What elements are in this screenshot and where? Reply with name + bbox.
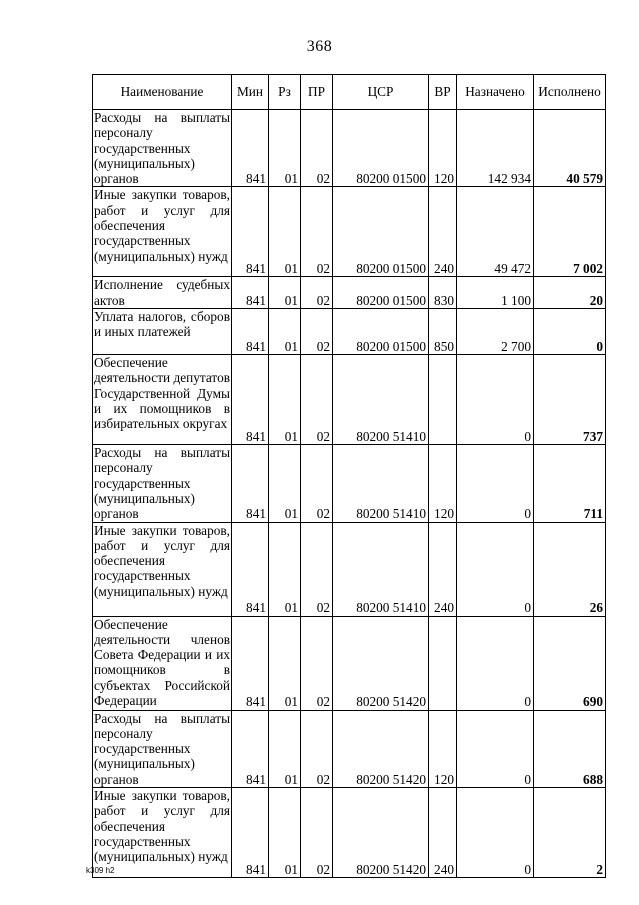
column-header: Наименование <box>93 75 232 110</box>
cell-assigned: 0 <box>457 445 534 522</box>
cell-name: Уплата налогов, сборов и иных платежей <box>93 309 232 355</box>
cell-executed: 7 002 <box>534 187 606 277</box>
cell-min: 841 <box>232 110 269 187</box>
cell-executed: 711 <box>534 445 606 522</box>
cell-pr: 02 <box>301 788 333 878</box>
cell-name: Иные закупки товаров, работ и услуг для обеспечения государственных (муниципальных) нужд <box>93 788 232 878</box>
cell-rz: 01 <box>269 277 301 309</box>
cell-vr: 240 <box>429 522 457 616</box>
cell-vr: 850 <box>429 309 457 355</box>
cell-min: 841 <box>232 616 269 710</box>
cell-vr: 120 <box>429 710 457 787</box>
cell-name: Обеспечение деятельности депутатов Государственной Думы и их помощников в избирательных округах <box>93 355 232 445</box>
cell-csr: 80200 51410 <box>333 522 429 616</box>
column-header: Рз <box>269 75 301 110</box>
cell-rz: 01 <box>269 710 301 787</box>
cell-vr: 830 <box>429 277 457 309</box>
table-row <box>93 110 606 187</box>
cell-vr <box>429 616 457 710</box>
footer-code: k309 h2 <box>86 866 115 875</box>
table-row <box>93 309 606 355</box>
table-row <box>93 788 606 878</box>
cell-rz: 01 <box>269 616 301 710</box>
column-header: ПР <box>301 75 333 110</box>
table-row <box>93 277 606 309</box>
cell-pr: 02 <box>301 445 333 522</box>
budget-table <box>92 74 606 878</box>
cell-rz: 01 <box>269 110 301 187</box>
table-row <box>93 445 606 522</box>
cell-rz: 01 <box>269 187 301 277</box>
cell-csr: 80200 51410 <box>333 355 429 445</box>
cell-min: 841 <box>232 788 269 878</box>
cell-pr: 02 <box>301 309 333 355</box>
cell-csr: 80200 01500 <box>333 309 429 355</box>
cell-vr: 240 <box>429 187 457 277</box>
cell-csr: 80200 51410 <box>333 445 429 522</box>
table-row <box>93 522 606 616</box>
cell-name: Обеспечение деятельности членов Совета Федерации и их помощников в субъектах Российской Федерации <box>93 616 232 710</box>
cell-assigned: 1 100 <box>457 277 534 309</box>
cell-csr: 80200 01500 <box>333 110 429 187</box>
column-header: Мин <box>232 75 269 110</box>
cell-min: 841 <box>232 187 269 277</box>
cell-rz: 01 <box>269 445 301 522</box>
cell-pr: 02 <box>301 277 333 309</box>
cell-assigned: 2 700 <box>457 309 534 355</box>
cell-assigned: 0 <box>457 616 534 710</box>
cell-executed: 2 <box>534 788 606 878</box>
cell-assigned: 0 <box>457 788 534 878</box>
table-header-row <box>93 75 606 110</box>
column-header: ЦСР <box>333 75 429 110</box>
cell-csr: 80200 01500 <box>333 277 429 309</box>
cell-executed: 690 <box>534 616 606 710</box>
table-row <box>93 616 606 710</box>
cell-name: Расходы на выплаты персоналу государственных (муниципальных) органов <box>94 445 230 522</box>
cell-executed: 40 579 <box>534 110 606 187</box>
table-row <box>93 710 606 787</box>
cell-vr: 120 <box>429 445 457 522</box>
cell-assigned: 0 <box>457 522 534 616</box>
column-header: Исполнено <box>534 75 606 110</box>
cell-name: Расходы на выплаты персоналу государственных (муниципальных) органов <box>94 710 230 787</box>
cell-assigned: 0 <box>457 710 534 787</box>
cell-assigned: 49 472 <box>457 187 534 277</box>
cell-name: Иные закупки товаров, работ и услуг для обеспечения государственных (муниципальных) нужд <box>93 522 232 616</box>
cell-rz: 01 <box>269 309 301 355</box>
cell-vr: 120 <box>429 110 457 187</box>
cell-csr: 80200 01500 <box>333 187 429 277</box>
table-row <box>93 187 606 277</box>
cell-pr: 02 <box>301 355 333 445</box>
cell-pr: 02 <box>301 710 333 787</box>
cell-min: 841 <box>232 522 269 616</box>
cell-csr: 80200 51420 <box>333 710 429 787</box>
page-number: 368 <box>306 38 333 55</box>
cell-min: 841 <box>232 277 269 309</box>
cell-pr: 02 <box>301 110 333 187</box>
cell-executed: 688 <box>534 710 606 787</box>
column-header: Назначено <box>457 75 534 110</box>
cell-name: Расходы на выплаты персоналу государственных (муниципальных) органов <box>94 110 230 187</box>
cell-rz: 01 <box>269 788 301 878</box>
cell-name: Исполнение судебных актов <box>94 277 230 308</box>
cell-assigned: 142 934 <box>457 110 534 187</box>
cell-name: Иные закупки товаров, работ и услуг для обеспечения государственных (муниципальных) нужд <box>93 187 232 277</box>
cell-assigned: 0 <box>457 355 534 445</box>
column-header: ВР <box>429 75 457 110</box>
cell-rz: 01 <box>269 522 301 616</box>
cell-min: 841 <box>232 710 269 787</box>
cell-min: 841 <box>232 309 269 355</box>
cell-min: 841 <box>232 445 269 522</box>
cell-pr: 02 <box>301 616 333 710</box>
cell-csr: 80200 51420 <box>333 788 429 878</box>
cell-executed: 0 <box>534 309 606 355</box>
cell-pr: 02 <box>301 522 333 616</box>
cell-executed: 26 <box>534 522 606 616</box>
cell-executed: 737 <box>534 355 606 445</box>
cell-vr: 240 <box>429 788 457 878</box>
cell-min: 841 <box>232 355 269 445</box>
cell-rz: 01 <box>269 355 301 445</box>
table-row <box>93 355 606 445</box>
cell-csr: 80200 51420 <box>333 616 429 710</box>
cell-pr: 02 <box>301 187 333 277</box>
cell-executed: 20 <box>534 277 606 309</box>
cell-vr <box>429 355 457 445</box>
